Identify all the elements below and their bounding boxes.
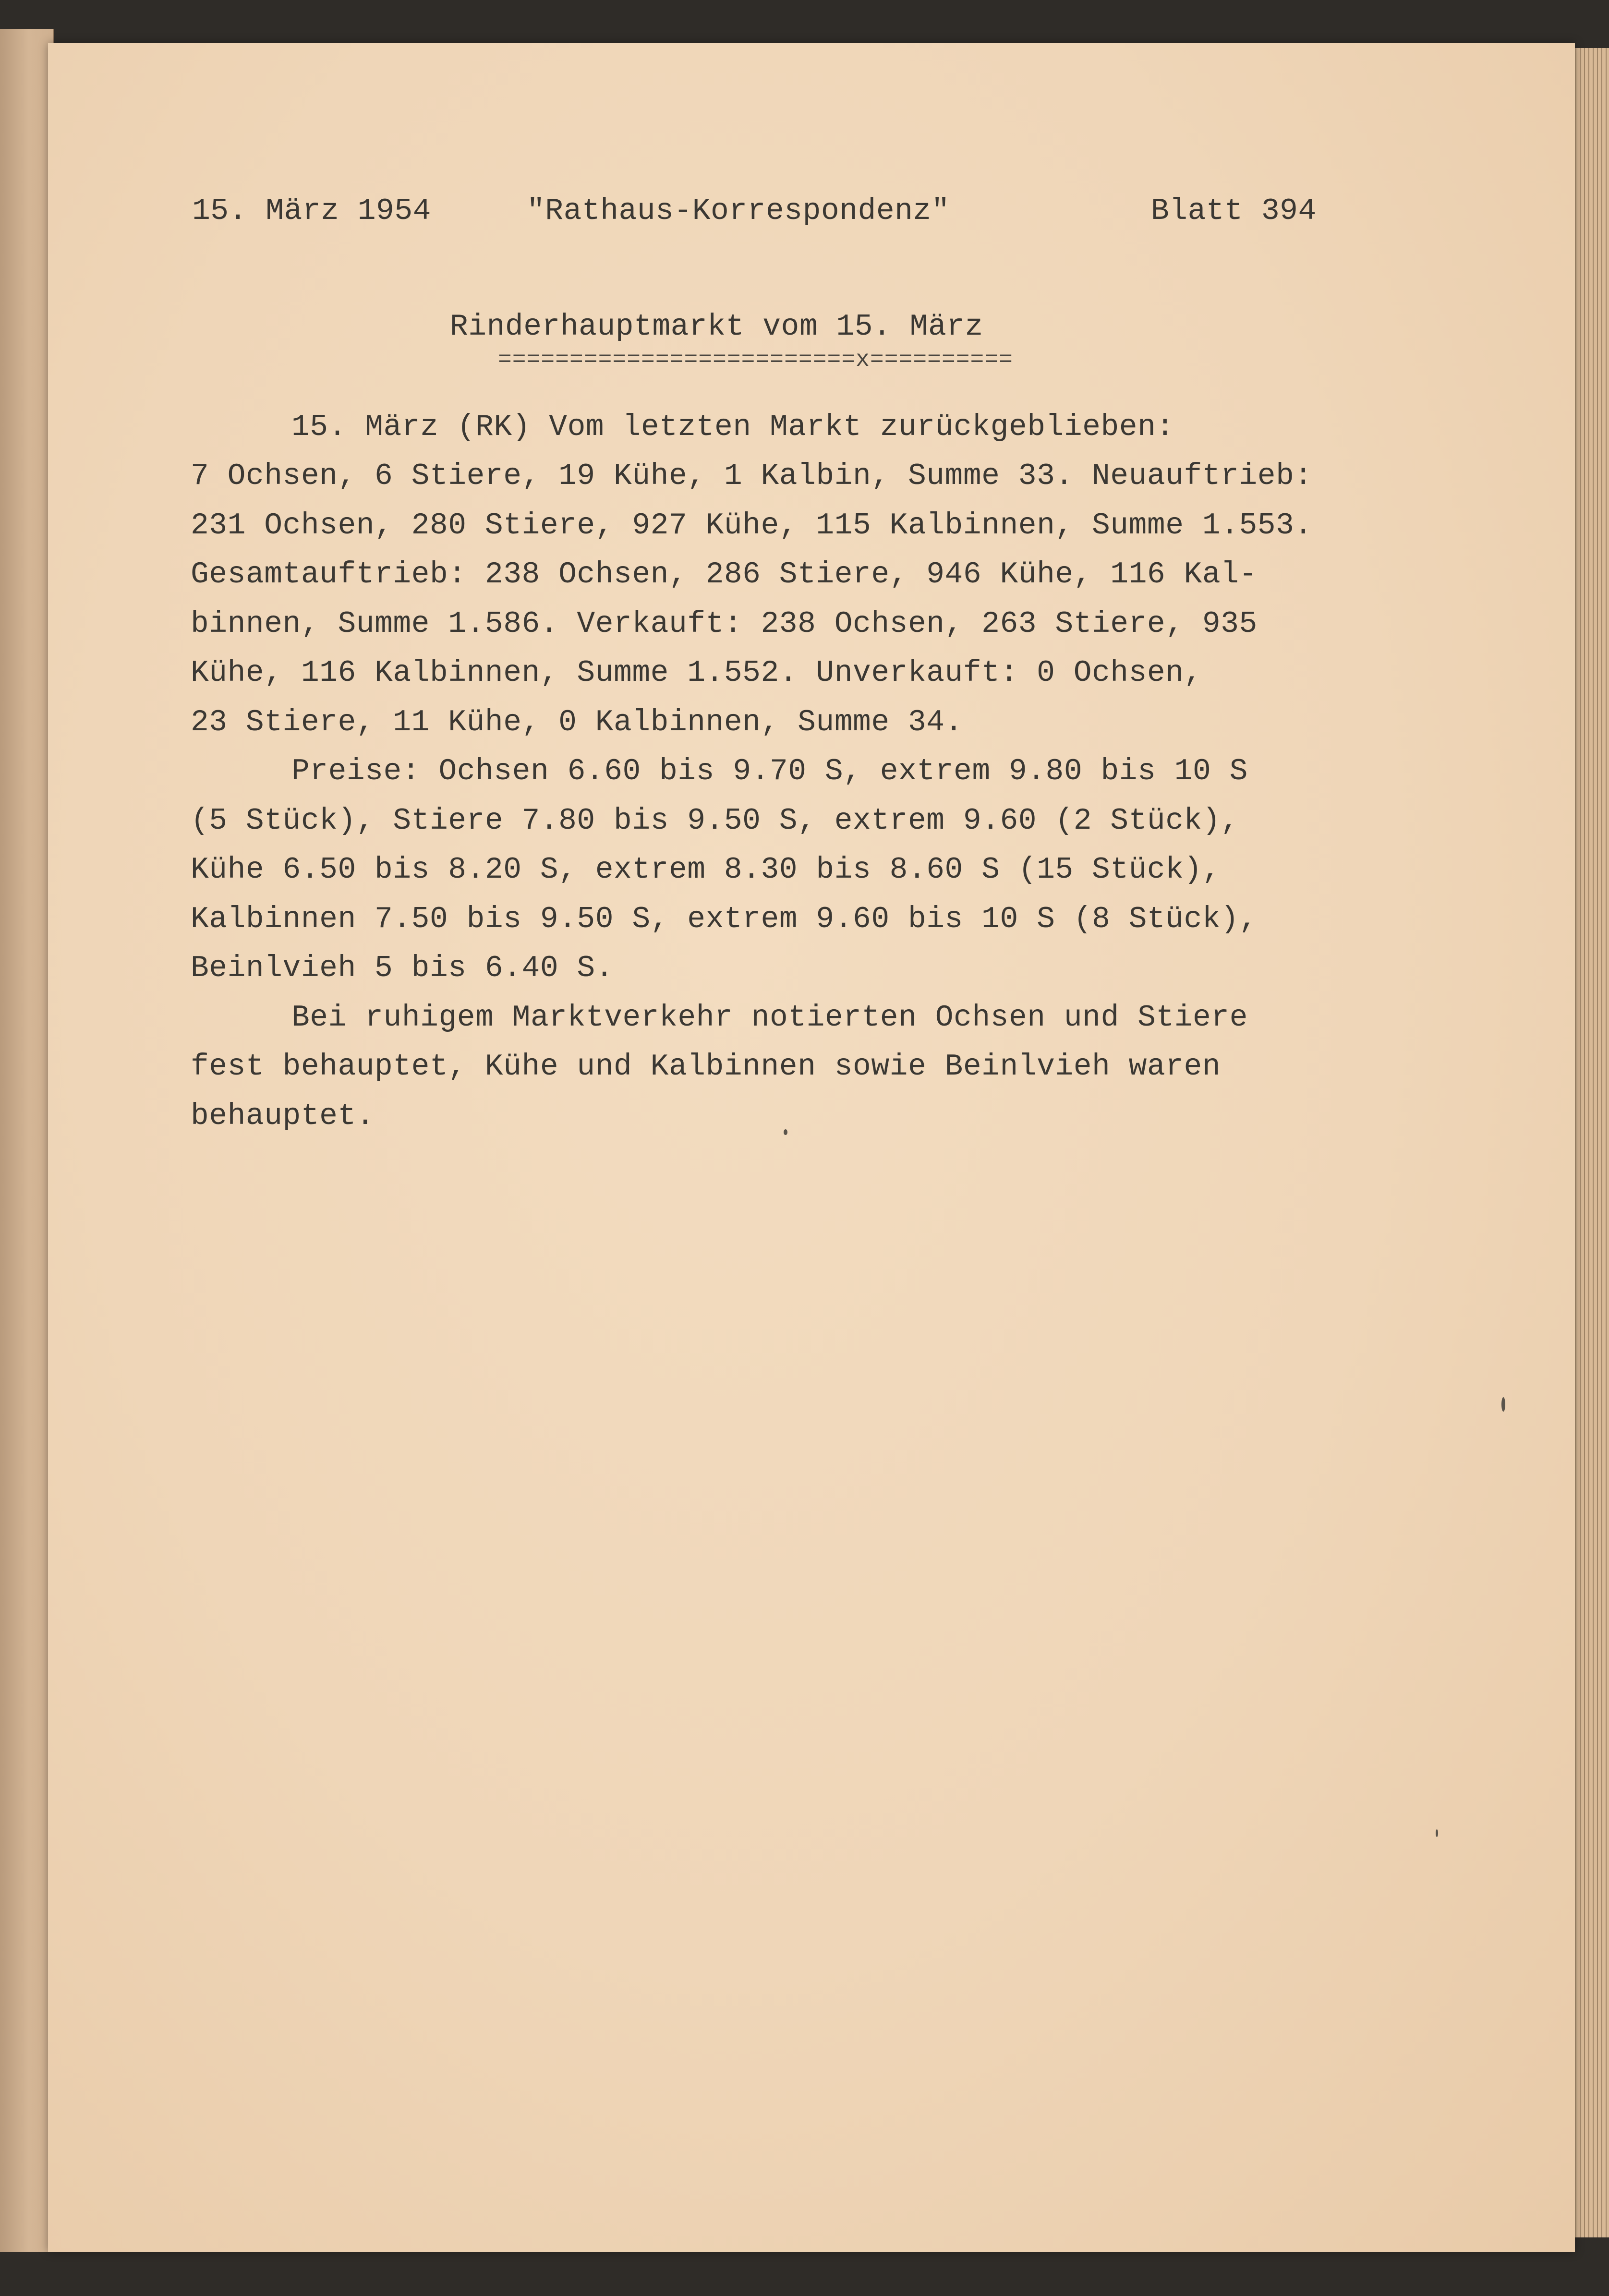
binding-edge: [0, 29, 54, 2252]
body-line: 231 Ochsen, 280 Stiere, 927 Kühe, 115 Kalbinnen, Summe 1.553.: [191, 508, 1313, 543]
document-page: [48, 43, 1575, 2252]
body-line: 15. März (RK) Vom letzten Markt zurückgeblieben:: [291, 410, 1174, 444]
body-line: Kühe, 116 Kalbinnen, Summe 1.552. Unverkauft: 0 Ochsen,: [191, 656, 1202, 690]
header-date: 15. März 1954: [192, 194, 431, 228]
body-line: behauptet.: [191, 1099, 375, 1133]
body-line: (5 Stück), Stiere 7.80 bis 9.50 S, extrem 9.60 (2 Stück),: [191, 804, 1239, 838]
body-line: Gesamtauftrieb: 238 Ochsen, 286 Stiere, 946 Kühe, 116 Kal-: [191, 557, 1258, 592]
body-line: Preise: Ochsen 6.60 bis 9.70 S, extrem 9.80 bis 10 S: [291, 754, 1248, 788]
body-line: binnen, Summe 1.586. Verkauft: 238 Ochsen, 263 Stiere, 935: [191, 607, 1258, 641]
paper-speck: [1436, 1829, 1438, 1837]
header-publication: "Rathaus-Korrespondenz": [527, 194, 950, 228]
body-line: 7 Ochsen, 6 Stiere, 19 Kühe, 1 Kalbin, Summe 33. Neuauftrieb:: [191, 459, 1313, 493]
paper-speck: [1501, 1397, 1505, 1412]
body-line: Kalbinnen 7.50 bis 9.50 S, extrem 9.60 bis 10 S (8 Stück),: [191, 902, 1258, 936]
body-line: Beinlvieh 5 bis 6.40 S.: [191, 951, 614, 985]
body-line: Bei ruhigem Marktverkehr notierten Ochsen und Stiere: [291, 1001, 1248, 1035]
body-line: fest behauptet, Kühe und Kalbinnen sowie Beinlvieh waren: [191, 1050, 1221, 1084]
title-underline: =========================x==========: [498, 347, 1013, 373]
paper-speck: [784, 1129, 787, 1135]
header-sheet-number: Blatt 394: [1151, 194, 1317, 228]
body-line: Kühe 6.50 bis 8.20 S, extrem 8.30 bis 8.60 S (15 Stück),: [191, 853, 1221, 887]
article-title: Rinderhauptmarkt vom 15. März: [450, 310, 983, 344]
body-line: 23 Stiere, 11 Kühe, 0 Kalbinnen, Summe 34.: [191, 705, 963, 739]
